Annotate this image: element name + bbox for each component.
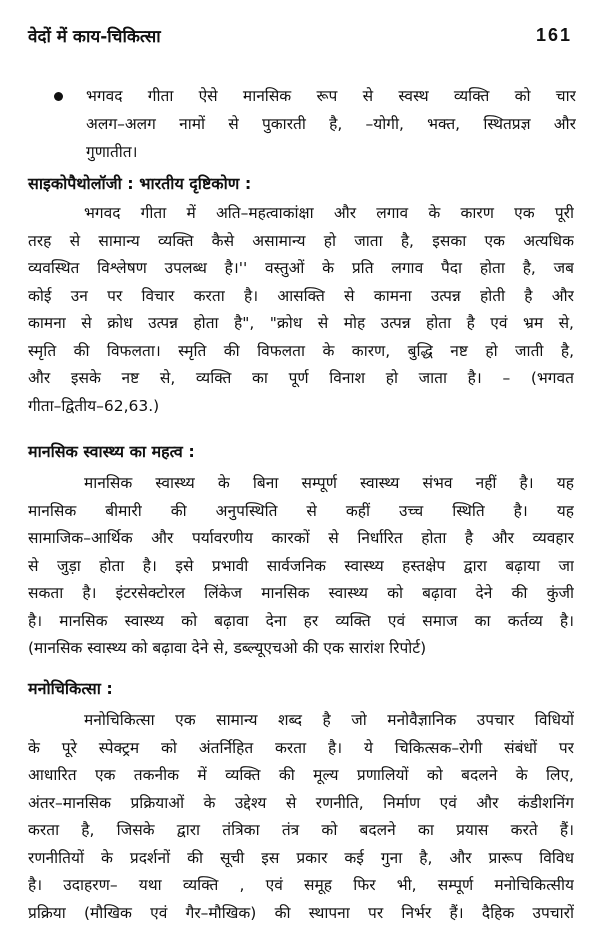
bullet-line: गुणातीत। [86, 143, 138, 161]
section-heading-psychopathology: साइकोपैथोलॉजी : भारतीय दृष्टिकोण : [28, 174, 252, 193]
paragraph-mental-health [28, 470, 574, 663]
paragraph-line: मानसिक स्वास्थ्य के बिना सम्पूर्ण स्वास्थ्य संभव नहीं है। यह [84, 474, 574, 492]
bullet-point [56, 82, 576, 166]
paragraph-line: भगवद गीता में अति–महत्वाकांक्षा और लगाव के कारण एक पूरी [84, 204, 574, 222]
paragraph-line: है। उदाहरण– यथा व्यक्ति , एवं समूह फिर भी, सम्पूर्ण मनोचिकित्सीय [28, 876, 574, 894]
paragraph-line: अंतर–मानसिक प्रक्रियाओं के उद्देश्य से रणनीति, निर्माण एवं और कंडीशनिंग [28, 793, 574, 812]
paragraph-line: कोई उन पर विचार करता है। आसक्ति से कामना उत्पन्न होती है और [28, 286, 574, 305]
paragraph-line: आधारित एक तकनीक में व्यक्ति की मूल्य प्रणालियों को बदलने के लिए, [28, 766, 574, 784]
paragraph-line: सकता है। इंटरसेक्टोरल लिंकेज मानसिक स्वास्थ्य को बढ़ावा देने की कुंजी [28, 584, 574, 602]
paragraph-line: प्रक्रिया (मौखिक एवं गैर–मौखिक) की स्थापना पर निर्भर हैं। दैहिक उपचारों [28, 903, 574, 922]
paragraph-psychotherapy [28, 707, 574, 927]
paragraph-line: (मानसिक स्वास्थ्य को बढ़ावा देने से, डब्ल्यूएचओ की एक सारांश रिपोर्ट) [28, 639, 427, 657]
paragraph-line: करता है, जिसके द्वारा तंत्रिका तंत्र को बदलने का प्रयास करते हैं। [28, 821, 574, 839]
running-header [28, 22, 572, 48]
paragraph-line: कामना से क्रोध उत्पन्न होता है", "क्रोध से मोह उत्पन्न होता है एवं भ्रम से, [28, 314, 574, 332]
paragraph-line: है। मानसिक स्वास्थ्य को बढ़ावा देना हर व्यक्ति एवं समाज का कर्तव्य है। [28, 611, 574, 630]
paragraph-line: और इसके नष्ट से, व्यक्ति का पूर्ण विनाश हो जाता है। – (भगवत [28, 369, 574, 387]
bullet-line: भगवद गीता ऐसे मानसिक रूप से स्वस्थ व्यक्ति को चार [86, 87, 576, 105]
chapter-title: वेदों में काय-चिकित्सा [28, 26, 161, 47]
paragraph-line: मानसिक बीमारी की अनुपस्थिति से कहीं उच्च स्थिति है। यह [28, 501, 574, 520]
paragraph-line: मनोचिकित्सा एक सामान्य शब्द है जो मनोवैज्ञानिक उपचार विधियों [84, 711, 574, 729]
bullet-dot-icon [54, 92, 63, 101]
paragraph-line: से जुड़ा होता है। इसे प्रभावी सार्वजनिक स्वास्थ्य हस्तक्षेप द्वारा बढ़ाया जा [28, 556, 574, 575]
page-number: 161 [535, 24, 572, 45]
paragraph-psychopathology [28, 200, 574, 420]
bullet-line: अलग–अलग नामों से पुकारती है, –योगी, भक्त, स्थितप्रज्ञ और [86, 115, 576, 133]
bullet-text [86, 82, 576, 166]
paragraph-line: तरह से सामान्य व्यक्ति कैसे असामान्य हो जाता है, इसका एक अत्यधिक [28, 231, 574, 250]
paragraph-line: सामाजिक–आर्थिक और पर्यावरणीय कारकों से निर्धारित होता है और व्यवहार [28, 529, 574, 547]
paragraph-line: व्यवस्थित विश्लेषण उपलब्ध है।'' वस्तुओं के प्रति लगाव पैदा होता है, जब [28, 259, 574, 277]
section-heading-mental-health: मानसिक स्वास्थ्य का महत्व : [28, 442, 195, 461]
section-heading-psychotherapy: मनोचिकित्सा : [28, 679, 113, 698]
paragraph-line: गीता–द्वितीय–62,63.) [28, 396, 160, 415]
paragraph-line: रणनीतियों के प्रदर्शनों की सूची इस प्रकार कई गुना है, और प्रारूप विविध [28, 848, 574, 867]
paragraph-line: स्मृति की विफलता। स्मृति की विफलता के कारण, बुद्धि नष्ट हो जाती है, [28, 341, 574, 360]
paragraph-line: के पूरे स्पेक्ट्रम को अंतर्निहित करता है। ये चिकित्सक–रोगी संबंधों पर [28, 738, 574, 757]
